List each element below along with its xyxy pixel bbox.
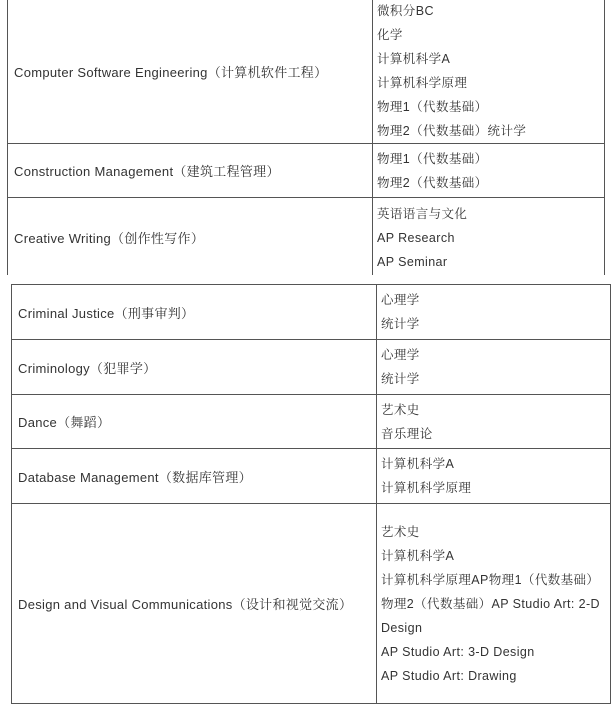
major-cell: Design and Visual Communications（设计和视觉交流）	[12, 504, 377, 704]
course-item: AP Seminar	[377, 254, 448, 269]
course-item: 化学	[377, 28, 403, 42]
table-row	[12, 340, 611, 395]
course-item: 心理学	[381, 348, 420, 362]
section-gap	[0, 275, 613, 284]
majors-table-top	[7, 0, 605, 278]
course-item: 艺术史	[381, 524, 420, 539]
course-item: AP Studio Art: Drawing	[381, 668, 517, 683]
majors-table-bottom	[11, 284, 611, 704]
course-item: 物理2（代数基础）	[377, 175, 488, 190]
courses-cell	[377, 449, 611, 504]
courses-cell	[373, 198, 605, 278]
major-cell: Computer Software Engineering（计算机软件工程）	[8, 0, 373, 144]
courses-cell	[373, 144, 605, 198]
course-item: 统计学	[381, 372, 420, 386]
course-item: 统计学	[381, 317, 420, 331]
course-item: 物理2（代数基础）AP Studio Art: 2-D Design	[381, 596, 600, 635]
courses-cell	[373, 0, 605, 144]
course-item: 计算机科学原理AP物理1（代数基础）	[381, 572, 600, 587]
courses-cell	[377, 285, 611, 340]
course-item: 艺术史	[381, 402, 420, 417]
major-cell: Criminal Justice（刑事审判）	[12, 285, 377, 340]
course-item: AP Studio Art: 3-D Design	[381, 644, 535, 659]
table-row	[12, 285, 611, 340]
courses-cell	[377, 340, 611, 395]
table-row	[8, 198, 605, 278]
course-item: 计算机科学原理	[381, 481, 472, 495]
course-item: AP Research	[377, 230, 455, 245]
table-row	[12, 395, 611, 449]
course-item: 音乐理论	[381, 426, 433, 441]
course-item: 计算机科学A	[381, 457, 455, 471]
course-item: 计算机科学A	[381, 548, 455, 563]
course-item: 微积分BC	[377, 4, 434, 18]
course-item: 心理学	[381, 293, 420, 307]
course-item: 物理1（代数基础）	[377, 151, 488, 166]
courses-cell	[377, 504, 611, 704]
table-row	[8, 144, 605, 198]
major-cell: Construction Management（建筑工程管理）	[8, 144, 373, 198]
courses-cell	[377, 395, 611, 449]
table-row	[8, 0, 605, 144]
course-item: 计算机科学A	[377, 52, 451, 66]
course-item: 物理1（代数基础）	[377, 100, 488, 114]
table-row	[12, 449, 611, 504]
table-row	[12, 504, 611, 704]
major-cell: Dance（舞蹈）	[12, 395, 377, 449]
course-item: 计算机科学原理	[377, 76, 468, 90]
course-item: 物理2（代数基础）统计学	[377, 124, 527, 138]
major-cell: Creative Writing（创作性写作）	[8, 198, 373, 278]
major-cell: Criminology（犯罪学）	[12, 340, 377, 395]
course-item: 英语语言与文化	[377, 206, 468, 221]
major-cell: Database Management（数据库管理）	[12, 449, 377, 504]
